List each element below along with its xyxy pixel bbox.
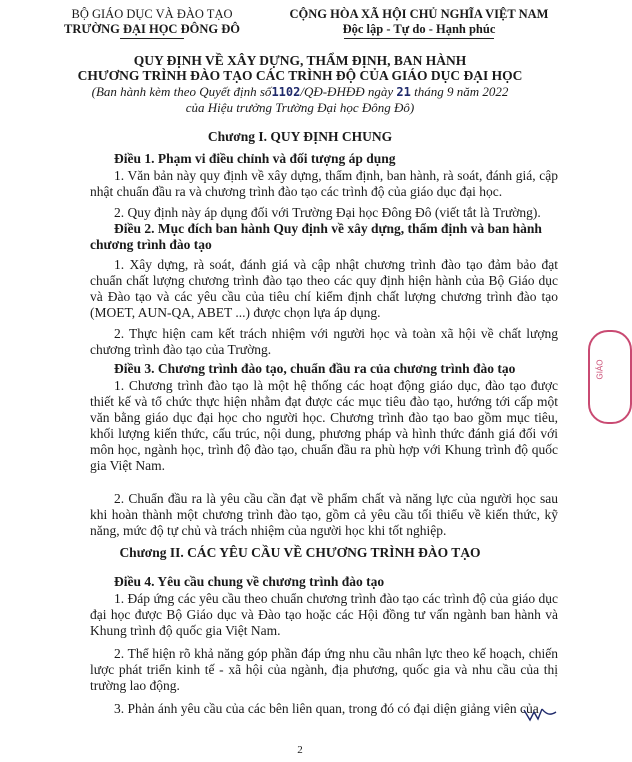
issuer-underline bbox=[120, 38, 184, 39]
initial-signature bbox=[522, 704, 558, 724]
decision-prefix: (Ban hành kèm theo Quyết định số bbox=[91, 84, 272, 99]
national-motto: Độc lập - Tự do - Hạnh phúc bbox=[342, 22, 496, 36]
article-2-heading: Điều 2. Mục đích ban hành Quy định về xây dựng, thẩm định và ban hành chương trình đào tạo bbox=[90, 221, 542, 252]
article-1-clause-2: 2. Quy định này áp dụng đối với Trường Đại học Đông Đô (viết tắt là Trường). bbox=[114, 205, 541, 220]
school-name: TRƯỜNG ĐẠI HỌC ĐÔNG ĐÔ bbox=[64, 22, 240, 36]
issuer-block bbox=[64, 7, 240, 39]
decision-middle: /QĐ-ĐHĐĐ ngày bbox=[300, 84, 394, 99]
page-number: 2 bbox=[297, 744, 303, 756]
decision-reference bbox=[30, 84, 570, 100]
article-4-clause-3: 3. Phản ánh yêu cầu của các bên liên quan, trong đó có đại diện giảng viên của bbox=[114, 701, 539, 716]
motto-underline bbox=[344, 38, 494, 39]
republic-name: CỘNG HÒA XÃ HỘI CHỦ NGHĨA VIỆT NAM bbox=[289, 7, 549, 21]
article-1-clause-1: 1. Văn bản này quy định về xây dựng, thẩm định, ban hành, rà soát, đánh giá, cập nhật chuẩn đầu ra và chương trình đào tạo các trình độ của giáo dục đại học. bbox=[90, 168, 558, 199]
decision-reference-line2: của Hiệu trưởng Trường Đại học Đông Đô) bbox=[185, 100, 415, 115]
article-4-heading: Điều 4. Yêu cầu chung về chương trình đào tạo bbox=[114, 574, 385, 589]
decision-suffix: tháng 9 năm 2022 bbox=[414, 84, 509, 99]
article-4-clause-1: 1. Đáp ứng các yêu cầu theo chuẩn chương trình đào tạo các trình độ của giáo dục đại học được Bộ Giáo dục và Đào tạo hoặc các Hội đồng tư vấn ngành ban hành và Khung trình độ quốc gia Việt Nam. bbox=[90, 591, 558, 638]
article-3-heading: Điều 3. Chương trình đào tạo, chuẩn đầu ra của chương trình đào tạo bbox=[114, 361, 516, 376]
article-1-heading: Điều 1. Phạm vi điều chỉnh và đối tượng áp dụng bbox=[114, 151, 396, 166]
article-2-clause-2: 2. Thực hiện cam kết trách nhiệm với người học và toàn xã hội về chất lượng chương trình đào tạo của Trường. bbox=[90, 326, 558, 357]
article-2-clause-1: 1. Xây dựng, rà soát, đánh giá và cập nhật chương trình đào tạo đảm bảo đạt chuẩn chất lượng chương trình đào tạo theo các quy định hiện hành của Bộ Giáo dục và Đào tạo và các yêu cầu của tiêu chí kiểm định chất lượng chương trình đào tạo (MOET, AUN-QA, ABET ...) được chọn lựa áp dụng. bbox=[90, 257, 558, 320]
decision-number-handwritten: 1102 bbox=[271, 85, 301, 99]
article-3-clause-1: 1. Chương trình đào tạo là một hệ thống các hoạt động giáo dục, đào tạo được thiết kế và tổ chức thực hiện nhằm đạt được các mục tiêu đào tạo, hướng tới cấp một văn bằng giáo dục đại học cho người học. Chương trình đào tạo bao gồm mục tiêu, khối lượng kiến thức, cấu trúc, nội dung, phương pháp và hình thức đánh giá đối với môn học, ngành học, trình độ đào tạo, chuẩn đầu ra phù hợp với Khung trình độ quốc gia Việt Nam. bbox=[90, 378, 558, 473]
chapter-1-heading: Chương I. QUY ĐỊNH CHUNG bbox=[207, 129, 393, 144]
ministry-name: BỘ GIÁO DỤC VÀ ĐÀO TẠO bbox=[71, 7, 233, 21]
chapter-2-heading: Chương II. CÁC YÊU CẦU VỀ CHƯƠNG TRÌNH ĐÀO TẠO bbox=[119, 545, 481, 560]
article-4-clause-2: 2. Thể hiện rõ khả năng góp phần đáp ứng nhu cầu nhân lực theo kế hoạch, chiến lược phát triển kinh tế - xã hội của ngành, địa phương, quốc gia và nhu cầu của thị trường lao động. bbox=[90, 646, 558, 693]
seal-lettering: GIÁO bbox=[595, 359, 605, 380]
decision-day-handwritten: 21 bbox=[396, 85, 411, 99]
national-heading bbox=[256, 7, 582, 39]
doc-title-line1: QUY ĐỊNH VỀ XÂY DỰNG, THẨM ĐỊNH, BAN HÀNH bbox=[133, 53, 467, 68]
article-3-clause-2: 2. Chuẩn đầu ra là yêu cầu cần đạt về phẩm chất và năng lực của người học sau khi hoàn thành một chương trình đào tạo, gồm cả yêu cầu tối thiểu về kiến thức, kỹ năng, mức độ tự chủ và trách nhiệm của người học khi tốt nghiệp. bbox=[90, 491, 558, 538]
doc-title-line2: CHƯƠNG TRÌNH ĐÀO TẠO CÁC TRÌNH ĐỘ CỦA GIÁO DỤC ĐẠI HỌC bbox=[77, 68, 523, 83]
